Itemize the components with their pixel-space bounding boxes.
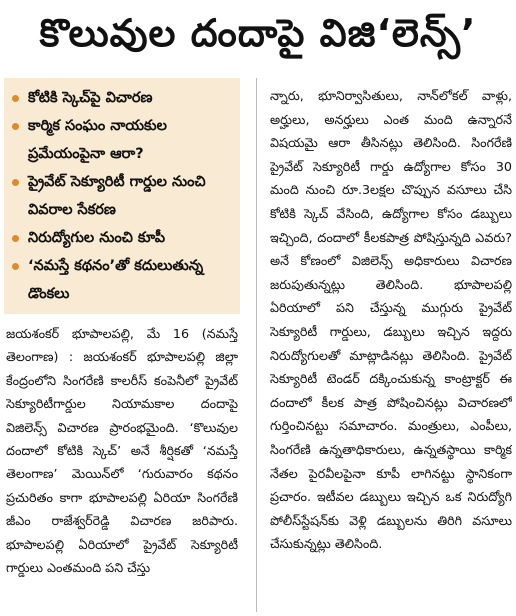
bullet-dot-icon <box>12 235 19 242</box>
highlight-text: ‘నమస్తే కథనం’తో కదులుతున్న డొంకలు <box>28 258 204 302</box>
highlight-text: కార్మిక సంఘం నాయకుల ప్రమేయంపైనా ఆరా? <box>28 118 167 162</box>
bullet-dot-icon <box>12 263 19 270</box>
highlight-item <box>12 252 234 308</box>
bullet-dot-icon <box>12 179 19 186</box>
column-divider <box>256 78 257 612</box>
bullet-dot-icon <box>12 123 19 130</box>
highlight-text: నిరుద్యోగుల నుంచి కూపీ <box>28 230 166 246</box>
highlight-text: ప్రైవేట్‌ సెక్యూరిటీ గార్డుల నుంచి వివరాల సేకరణ <box>28 174 206 218</box>
highlight-item <box>12 224 234 252</box>
headline: కొలువుల దందాపై విజి‘లెన్స్‌’ <box>39 11 477 55</box>
article-body-right: న్నారు, భూనిర్వాసితులు, నాన్‌లోకల్‌ వాళ్లు, అర్హులు, అనర్హులు ఎంత మంది ఉన్నారనే విషయమై ఆరా తీసినట్లు తెలిసింది. సింగరేణి ప్రైవేట్‌ సెక్యూరిటీ గార్డు ఉద్యోగాల కోసం 30 మంది నుంచి రూ.3లక్షల చొప్పున వసూలు చేసి కోటికి స్కెచ్‌ వేసింది, ఉద్యోగాల కోసం డబ్బులు ఇచ్చింది, దందాలో కీలకపాత్ర పోషిస్తున్నది ఎవరు? అనే కోణంలో విజిలెన్స్‌ అధికారులు విచారణ జరుపుతున్నట్లు తెలిసింది. భూపాలపల్లి ఏరియాలో పని చేస్తున్న ముగ్గురు ప్రైవేట్‌ సెక్యూరిటీ గార్డులు, డబ్బులు ఇచ్చిన ఇద్దరు నిరుద్యోగులతో మాట్లాడినట్లు తెలిసింది. ప్రైవేట్‌ సెక్యూరిటీ టెండర్‌ దక్కించుకున్న కాంట్రాక్టర్‌ ఈ దందాలో కీలక పాత్ర పోషించినట్లు విచారణలో గుర్తించినట్టు సమాచారం. మంత్రులు, ఎంపీలు, సింగరేణి ఉన్నతాధికారులు, ఉన్నతస్థాయి కార్మిక నేతల పైరవీలపైనా కూపీ లాగినట్టు స్థానికంగా ప్రచారం. ఇటీవల డబ్బులు ఇచ్చిన ఒక నిరుద్యోగి పోలీస్‌స్టేషన్‌కు వెళ్లి డబ్బులను తిరిగి వసూలు చేసుకున్నట్లు తెలిసింది. <box>270 88 512 552</box>
highlights-box <box>4 78 240 314</box>
article-body-left: జయశంకర్‌ భూపాలపల్లి, మే 16 (నమస్తే తెలంగాణ) : జయశంకర్‌ భూపాలపల్లి జిల్లా కేంద్రంలోని సింగరేణి కాలరీస్‌ కంపెనీలో ప్రైవేట్‌ సెక్యూరిటీగార్డుల నియామకాల దందాపై విజిలెన్స్‌ విచారణ ప్రారంభమైంది. ‘కొలువుల దందాలో కోటికి స్కెచ్‌’ అనే శీర్షికతో ‘నమస్తే తెలంగాణ’ మెయిన్‌లో ‘గురువారం కథనం ప్రచురితం కాగా భూపాలపల్లి ఏరియా సింగరేణి జీఎం రాజేశ్వర్‌రెడ్డి విచారణ జరిపారు. భూపాలపల్లి ఏరియాలో ప్రైవేట్‌ సెక్యూరిటీ గార్డులు ఎంతమంది పని చేస్తు <box>6 326 238 576</box>
highlight-text: కోటికి స్కెచ్‌పై విచారణ <box>28 90 153 106</box>
highlight-item <box>12 84 234 112</box>
highlight-item <box>12 168 234 224</box>
highlight-item <box>12 112 234 168</box>
bullet-dot-icon <box>12 95 19 102</box>
